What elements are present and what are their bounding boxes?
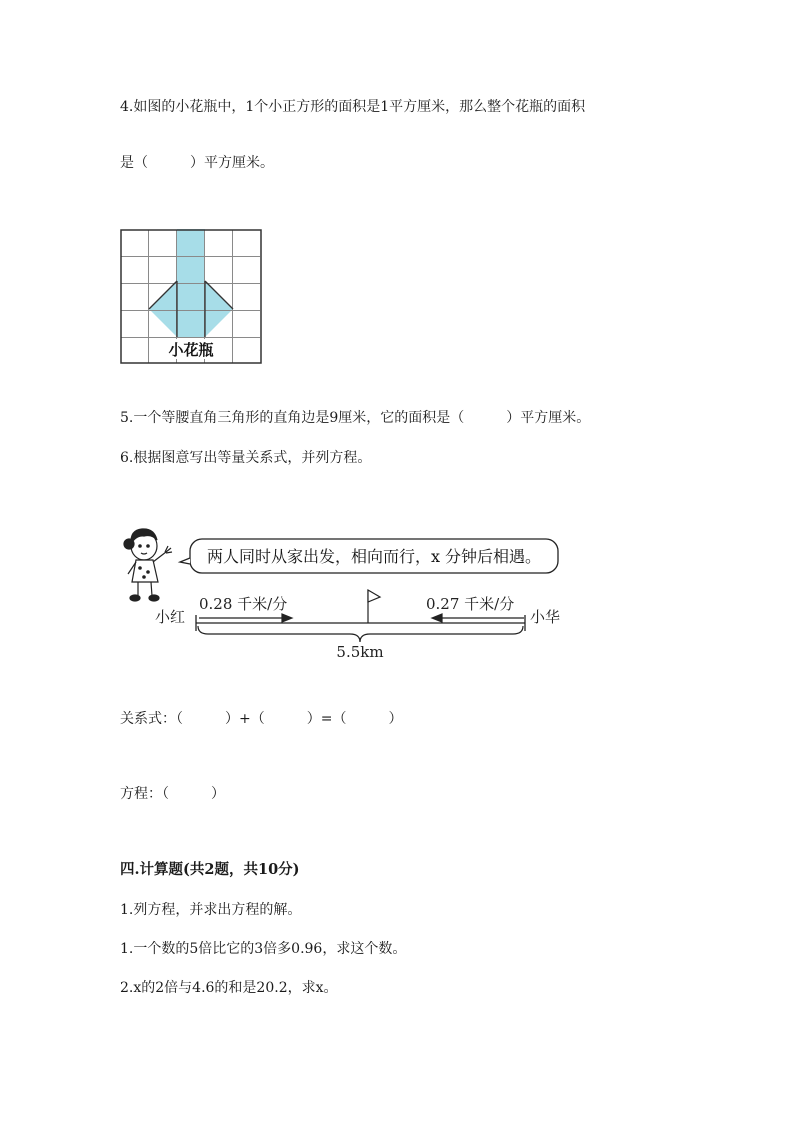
vase-label: 小花瓶	[168, 341, 214, 359]
q5-text: 5.一个等腰直角三角形的直角边是9厘米，它的面积是（ ）平方厘米。	[120, 410, 591, 426]
section4-sub1: 1.一个数的5倍比它的3倍多0.96，求这个数。	[120, 941, 407, 957]
q6-text: 6.根据图意写出等量关系式，并列方程。	[120, 450, 372, 466]
right-name: 小华	[530, 608, 561, 626]
section4-title: 四.计算题(共2题，共10分)	[120, 861, 300, 878]
equation-line: 方程：（ ）	[120, 786, 225, 802]
left-name: 小红	[155, 608, 186, 626]
section4-sub2: 2.x的2倍与4.6的和是20.2，求x。	[120, 980, 338, 996]
q4-line2: 是（ ）平方厘米。	[120, 155, 274, 171]
q4-line1: 4.如图的小花瓶中，1个小正方形的面积是1平方厘米，那么整个花瓶的面积	[120, 99, 586, 115]
vase-figure	[120, 229, 262, 365]
relation-line: 关系式：（ ）+（ ）=（ ）	[120, 711, 403, 727]
distance-label: 5.5km	[336, 643, 384, 661]
right-speed: 0.27 千米/分	[426, 595, 515, 613]
meeting-diagram	[118, 522, 578, 662]
girl-illustration	[124, 529, 172, 601]
section4-q1: 1.列方程，并求出方程的解。	[120, 902, 302, 918]
flag-icon	[368, 590, 380, 623]
distance-brace	[198, 626, 523, 642]
left-speed: 0.28 千米/分	[199, 595, 288, 613]
speech-text: 两人同时从家出发，相向而行，x 分钟后相遇。	[206, 547, 542, 566]
